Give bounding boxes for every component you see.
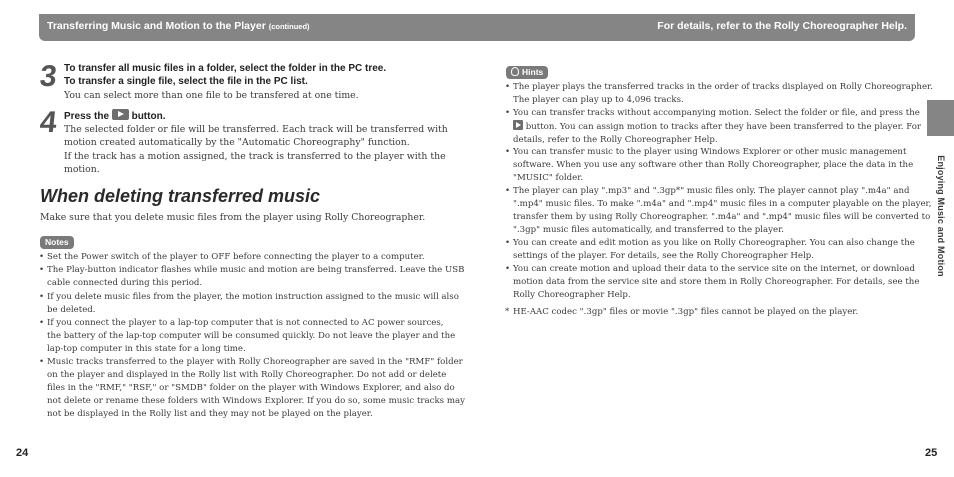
step-4-body-line: motion created automatically by the "Automatic Choreography" function. [64, 137, 410, 148]
hint-footnote: * HE-AAC codec ".3gp" files or movie ".3gp" files cannot be played on the player. [505, 307, 859, 317]
play-button-icon [112, 109, 129, 120]
hint-item: • You can create and edit motion as you like on Rolly Choreographer. You can also change the settings of the player. For details, see the Rolly Choreographer Help. [505, 238, 915, 261]
hint-item: • You can transfer tracks without accompanying motion. Select the folder or file, and press the button. You can assign motion to tracks after they have been transferred to the player. For details, refer to the Rolly Choreographer Help. [505, 108, 921, 145]
hint-item: • The player can play ".mp3" and ".3gp*" music files only. The player cannot play ".m4a" and ".mp4" music files. To make ".m4a" and ".mp4" music files in a computer playable on the player, transfer them by using Rolly Choreographer. ".m4a" and ".mp4" music files will be converted to ".3gp" music files automatically, and transferred to the player. [505, 186, 932, 235]
step-4-body-line: If the track has a motion assigned, the track is transferred to the player with the [64, 151, 446, 162]
hints-badge: Hints [506, 66, 548, 79]
section-intro: Make sure that you delete music files from the player using Rolly Choreographer. [40, 212, 426, 223]
hint-item: • You can create motion and upload their data to the service site on the internet, or download motion data from the service site and store them in Rolly Choreographer. For details, see the Rolly Choreographer Help. [505, 264, 920, 300]
note-item: • Music tracks transferred to the player with Rolly Choreographer are saved in the "RMF" folder on the player and displayed in the Rolly list with Rolly Choreographer. Do not add or delete files in the "RMF," "RSF," or "SMDB" folder on the player with Windows Explorer, and also do not delete or rename these folders with Windows Explorer. If you do so, some music tracks may not be displayed in the Rolly list and they may not be played on the player. [39, 357, 465, 419]
step-3-body: You can select more than one file to be transfered at one time. [64, 90, 359, 101]
notes-badge: Notes [40, 236, 74, 249]
header-left-title: Transferring Music and Motion to the Player (continued) [47, 20, 310, 32]
page-number-left: 24 [16, 447, 29, 459]
hint-item: • The player plays the transferred tracks in the order of tracks displayed on Rolly Choreographer. The player can play up to 4,096 tracks. [505, 82, 933, 105]
page-header [39, 14, 915, 41]
play-button-icon [513, 120, 523, 130]
header-continued: (continued) [268, 22, 310, 31]
note-item: • The Play-button indicator flashes while music and motion are being transferred. Leave the USB cable connected during this period. [39, 265, 465, 288]
step-4-instruction: Press the button. [64, 111, 166, 122]
note-item: • If you delete music files from the player, the motion instruction assigned to the music will also be deleted. [39, 292, 459, 315]
note-item: • If you connect the player to a lap-top computer that is not connected to AC power sources, the battery of the lap-top computer will be consumed quickly. Do not leave the player and the lap-top computer in this state for a long time. [39, 318, 456, 354]
note-item: • Set the Power switch of the player to OFF before connecting the player to a computer. [39, 252, 425, 262]
step-number-4: 4 [38, 106, 59, 139]
step-3-instruction-1: To transfer all music files in a folder, select the folder in the PC tree. [64, 63, 387, 74]
step-3-instruction-2: To transfer a single file, select the file in the PC list. [64, 76, 308, 87]
page-number-right: 25 [925, 447, 938, 459]
lightbulb-icon [511, 67, 519, 76]
step-4-body-line: motion. [64, 164, 100, 175]
section-title: When deleting transferred music [40, 186, 321, 206]
header-right-title: For details, refer to the Rolly Choreographer Help. [657, 20, 907, 32]
step-4-body-line: The selected folder or file will be transferred. Each track will be transferred with [64, 124, 448, 135]
hint-item: • You can transfer music to the player using Windows Explorer or other music management software. When you use any software other than Rolly Choreographer, place the data in the "MUSIC" folder. [505, 147, 914, 183]
step-number-3: 3 [38, 60, 59, 93]
